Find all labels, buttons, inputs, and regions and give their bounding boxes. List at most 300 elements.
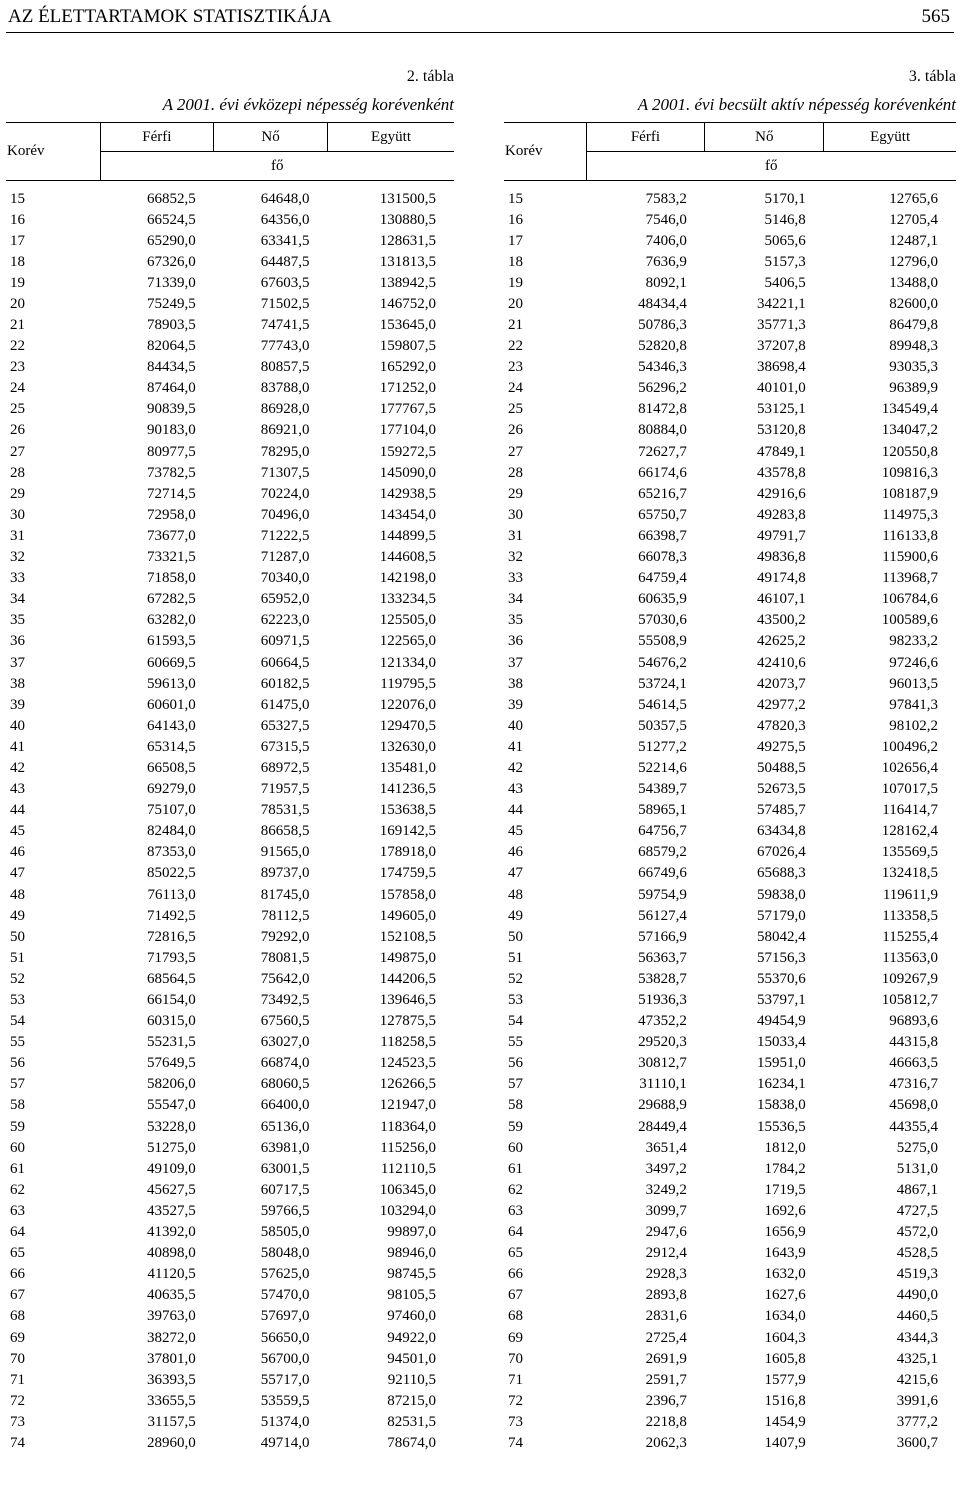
table-row <box>6 989 454 1010</box>
active-population-table <box>504 122 956 1454</box>
cell-age: 35 <box>508 612 523 629</box>
table-row <box>504 1243 956 1264</box>
cell-female: 53797,1 <box>757 992 806 1009</box>
table-row <box>6 314 454 335</box>
cell-male: 56127,4 <box>638 907 687 924</box>
cell-total: 94922,0 <box>387 1329 436 1346</box>
table-row <box>504 1032 956 1053</box>
table-row <box>6 1390 454 1411</box>
cell-female: 56650,0 <box>260 1329 310 1346</box>
cell-total: 146752,0 <box>379 295 436 312</box>
cell-age: 64 <box>508 1224 523 1241</box>
cell-total: 98105,5 <box>387 1287 436 1304</box>
cell-total: 89948,3 <box>889 338 938 355</box>
cell-female: 79292,0 <box>260 928 310 945</box>
cell-male: 41120,5 <box>147 1266 196 1283</box>
cell-female: 1634,0 <box>764 1308 806 1325</box>
cell-male: 66524,5 <box>146 211 196 228</box>
table-row <box>504 336 956 357</box>
cell-age: 18 <box>10 253 25 270</box>
cell-female: 49174,8 <box>757 570 806 587</box>
cell-female: 57697,0 <box>260 1308 310 1325</box>
cell-total: 12705,4 <box>889 211 938 228</box>
cell-age: 63 <box>508 1202 523 1219</box>
cell-total: 141236,5 <box>379 781 436 798</box>
cell-male: 60669,5 <box>146 654 196 671</box>
cell-female: 1454,9 <box>764 1413 806 1430</box>
cell-total: 120550,8 <box>881 443 938 460</box>
cell-female: 65952,0 <box>260 591 310 608</box>
cell-age: 69 <box>10 1329 25 1346</box>
cell-age: 62 <box>10 1181 25 1198</box>
cell-male: 7406,0 <box>645 232 687 249</box>
cell-male: 66154,0 <box>146 992 196 1009</box>
cell-age: 31 <box>10 527 25 544</box>
table-row <box>6 821 454 842</box>
cell-female: 78112,5 <box>261 907 310 924</box>
cell-male: 29520,3 <box>638 1034 687 1051</box>
cell-age: 37 <box>508 654 523 671</box>
cell-age: 54 <box>10 1013 25 1030</box>
cell-age: 58 <box>508 1097 523 1114</box>
cell-age: 58 <box>10 1097 25 1114</box>
cell-age: 36 <box>508 633 523 650</box>
population-table <box>6 122 454 1454</box>
table-row <box>6 673 454 694</box>
table-row <box>6 863 454 884</box>
cell-male: 84434,5 <box>146 359 196 376</box>
cell-age: 64 <box>10 1224 25 1241</box>
table-row <box>6 779 454 800</box>
table-row <box>504 568 956 589</box>
cell-female: 37207,8 <box>757 338 806 355</box>
cell-total: 86479,8 <box>889 317 938 334</box>
cell-female: 49275,5 <box>757 738 806 755</box>
cell-male: 56296,2 <box>638 380 687 397</box>
table-row <box>504 357 956 378</box>
cell-male: 7636,9 <box>645 253 687 270</box>
cell-total: 109816,3 <box>881 464 938 481</box>
cell-male: 73677,0 <box>146 527 196 544</box>
cell-total: 135569,5 <box>881 844 938 861</box>
table-row <box>6 1053 454 1074</box>
cell-age: 39 <box>10 696 25 713</box>
table-row <box>6 610 454 631</box>
cell-female: 56700,0 <box>260 1350 310 1367</box>
cell-total: 122076,0 <box>379 696 436 713</box>
page-header <box>6 4 954 33</box>
table-row <box>504 1264 956 1285</box>
cell-total: 132630,0 <box>379 738 436 755</box>
cell-age: 17 <box>508 232 523 249</box>
table-row <box>504 673 956 694</box>
cell-male: 69279,0 <box>146 781 196 798</box>
cell-age: 42 <box>508 759 523 776</box>
table-row <box>504 230 956 251</box>
col-header-age: Korév <box>504 123 586 181</box>
cell-total: 102656,4 <box>881 759 938 776</box>
cell-female: 71287,0 <box>260 549 310 566</box>
table-row <box>504 293 956 314</box>
cell-male: 49109,0 <box>146 1160 196 1177</box>
table-row <box>6 1095 454 1116</box>
cell-female: 43578,8 <box>757 464 806 481</box>
cell-male: 60315,0 <box>146 1013 196 1030</box>
cell-female: 34221,1 <box>757 295 806 312</box>
cell-male: 53228,0 <box>146 1118 196 1135</box>
cell-male: 67326,0 <box>146 253 196 270</box>
cell-total: 12796,0 <box>889 253 938 270</box>
cell-total: 121947,0 <box>379 1097 436 1114</box>
cell-female: 15033,4 <box>757 1034 806 1051</box>
cell-total: 4325,1 <box>896 1350 938 1367</box>
cell-total: 114975,3 <box>882 506 938 523</box>
cell-male: 3249,2 <box>645 1181 687 1198</box>
cell-age: 70 <box>508 1350 523 1367</box>
cell-female: 63027,0 <box>260 1034 310 1051</box>
cell-age: 22 <box>508 338 523 355</box>
table-number: 2. tábla <box>406 68 454 85</box>
cell-total: 165292,0 <box>379 359 436 376</box>
cell-total: 142198,0 <box>379 570 436 587</box>
cell-total: 174759,5 <box>379 865 436 882</box>
cell-male: 58206,0 <box>146 1076 196 1093</box>
cell-female: 63981,0 <box>260 1139 310 1156</box>
table-row <box>504 378 956 399</box>
cell-female: 52673,5 <box>757 781 806 798</box>
cell-age: 74 <box>508 1434 523 1451</box>
cell-total: 82531,5 <box>387 1413 436 1430</box>
table-row <box>504 483 956 504</box>
cell-age: 53 <box>508 992 523 1009</box>
cell-male: 43527,5 <box>146 1202 196 1219</box>
cell-female: 49836,8 <box>757 549 806 566</box>
cell-male: 55231,5 <box>146 1034 196 1051</box>
table-row <box>504 1369 956 1390</box>
cell-male: 54346,3 <box>638 359 687 376</box>
table-row <box>6 1137 454 1158</box>
table-row <box>504 1179 956 1200</box>
cell-age: 32 <box>10 549 25 566</box>
cell-age: 51 <box>508 949 523 966</box>
cell-total: 3600,7 <box>896 1434 938 1451</box>
cell-male: 59754,9 <box>638 886 687 903</box>
table-panel-2 <box>6 66 454 1454</box>
cell-total: 113968,7 <box>882 570 938 587</box>
table-row <box>504 420 956 441</box>
table-row <box>504 842 956 863</box>
cell-female: 57179,0 <box>757 907 806 924</box>
cell-total: 142938,5 <box>379 485 436 502</box>
table-row <box>6 1222 454 1243</box>
cell-male: 80884,0 <box>638 422 687 439</box>
cell-age: 55 <box>10 1034 25 1051</box>
cell-age: 71 <box>508 1371 523 1388</box>
cell-female: 1577,9 <box>764 1371 806 1388</box>
table-row <box>504 525 956 546</box>
cell-female: 50488,5 <box>757 759 806 776</box>
cell-total: 134047,2 <box>881 422 938 439</box>
cell-total: 98102,2 <box>889 717 938 734</box>
cell-age: 49 <box>508 907 523 924</box>
cell-female: 42410,6 <box>757 654 806 671</box>
table-row <box>504 1053 956 1074</box>
cell-total: 128631,5 <box>379 232 436 249</box>
table-row <box>6 568 454 589</box>
table-row <box>504 610 956 631</box>
cell-male: 40898,0 <box>146 1245 196 1262</box>
table-row <box>6 1200 454 1221</box>
cell-age: 36 <box>10 633 25 650</box>
cell-total: 109267,9 <box>881 970 938 987</box>
cell-male: 57166,9 <box>638 928 687 945</box>
table-row <box>6 884 454 905</box>
cell-total: 96013,5 <box>889 675 938 692</box>
table-row <box>6 1285 454 1306</box>
cell-female: 1632,0 <box>764 1266 806 1283</box>
cell-male: 90183,0 <box>146 422 196 439</box>
cell-total: 116414,7 <box>882 802 938 819</box>
cell-male: 52214,6 <box>638 759 687 776</box>
table-row <box>504 1327 956 1348</box>
cell-age: 60 <box>508 1139 523 1156</box>
cell-total: 47316,7 <box>889 1076 938 1093</box>
cell-age: 25 <box>508 401 523 418</box>
cell-total: 144206,5 <box>379 970 436 987</box>
cell-female: 86928,0 <box>260 401 310 418</box>
table-row <box>504 1348 956 1369</box>
table-row <box>6 1411 454 1432</box>
cell-female: 49454,9 <box>757 1013 806 1030</box>
table-row <box>6 1264 454 1285</box>
cell-age: 45 <box>508 823 523 840</box>
cell-total: 100496,2 <box>881 738 938 755</box>
cell-male: 54614,5 <box>638 696 687 713</box>
cell-female: 59766,5 <box>260 1202 310 1219</box>
table-row <box>6 357 454 378</box>
cell-female: 70340,0 <box>260 570 310 587</box>
cell-male: 3497,2 <box>645 1160 687 1177</box>
cell-male: 71339,0 <box>146 274 196 291</box>
cell-female: 5170,1 <box>764 191 806 207</box>
table-row <box>6 589 454 610</box>
cell-age: 39 <box>508 696 523 713</box>
cell-total: 96389,9 <box>889 380 938 397</box>
cell-male: 8092,1 <box>645 274 687 291</box>
cell-total: 113358,5 <box>882 907 938 924</box>
cell-total: 119795,5 <box>380 675 436 692</box>
cell-female: 73492,5 <box>260 992 310 1009</box>
cell-total: 44315,8 <box>889 1034 938 1051</box>
cell-total: 97246,6 <box>889 654 938 671</box>
cell-total: 145090,0 <box>379 464 436 481</box>
cell-male: 68564,5 <box>146 970 196 987</box>
table-row <box>504 863 956 884</box>
cell-age: 32 <box>508 549 523 566</box>
table-row <box>504 631 956 652</box>
cell-total: 4867,1 <box>896 1181 938 1198</box>
cell-female: 77743,0 <box>260 338 310 355</box>
cell-age: 35 <box>10 612 25 629</box>
cell-male: 39763,0 <box>146 1308 196 1325</box>
table-row <box>504 757 956 778</box>
cell-female: 91565,0 <box>260 844 310 861</box>
col-header-total: Együtt <box>327 123 454 152</box>
col-header-unit: fő <box>586 152 956 181</box>
cell-male: 2831,6 <box>645 1308 687 1325</box>
cell-male: 56363,7 <box>638 949 687 966</box>
cell-age: 71 <box>10 1371 25 1388</box>
cell-age: 20 <box>508 295 523 312</box>
cell-total: 3991,6 <box>896 1392 938 1409</box>
table-title: A 2001. évi évközepi népesség korévenként <box>162 95 454 114</box>
cell-female: 65136,0 <box>260 1118 310 1135</box>
col-header-total: Együtt <box>824 123 956 152</box>
cell-male: 65290,0 <box>146 232 196 249</box>
cell-male: 66174,6 <box>638 464 687 481</box>
cell-total: 4528,5 <box>896 1245 938 1262</box>
cell-male: 64756,7 <box>638 823 687 840</box>
cell-female: 5157,3 <box>764 253 806 270</box>
cell-male: 75249,5 <box>146 295 196 312</box>
cell-female: 60717,5 <box>260 1181 310 1198</box>
cell-female: 71502,5 <box>260 295 310 312</box>
cell-age: 74 <box>10 1434 25 1451</box>
cell-male: 85022,5 <box>146 865 196 882</box>
cell-male: 2912,4 <box>645 1245 687 1262</box>
cell-female: 89737,0 <box>260 865 310 882</box>
cell-female: 59838,0 <box>757 886 806 903</box>
cell-total: 131813,5 <box>379 253 436 270</box>
table-row <box>504 1306 956 1327</box>
cell-female: 71222,5 <box>260 527 310 544</box>
table-number: 3. tábla <box>908 68 956 85</box>
cell-total: 169142,5 <box>379 823 436 840</box>
cell-female: 1407,9 <box>764 1434 806 1451</box>
cell-age: 30 <box>508 506 523 523</box>
cell-age: 22 <box>10 338 25 355</box>
cell-female: 64648,0 <box>260 191 310 207</box>
cell-female: 16234,1 <box>757 1076 806 1093</box>
cell-total: 138942,5 <box>379 274 436 291</box>
cell-age: 51 <box>10 949 25 966</box>
cell-age: 21 <box>10 317 25 334</box>
cell-age: 44 <box>10 802 25 819</box>
cell-age: 73 <box>508 1413 523 1430</box>
cell-age: 23 <box>508 359 523 376</box>
cell-age: 41 <box>10 738 25 755</box>
cell-total: 106784,6 <box>881 591 938 608</box>
cell-male: 55508,9 <box>638 633 687 650</box>
cell-male: 64143,0 <box>146 717 196 734</box>
cell-male: 54389,7 <box>638 781 687 798</box>
table-row <box>6 209 454 230</box>
cell-total: 4727,5 <box>896 1202 938 1219</box>
cell-total: 131500,5 <box>379 191 436 207</box>
cell-male: 71858,0 <box>146 570 196 587</box>
cell-female: 67560,5 <box>260 1013 310 1030</box>
cell-female: 66874,0 <box>260 1055 310 1072</box>
cell-age: 46 <box>10 844 25 861</box>
cell-total: 5131,0 <box>896 1160 938 1177</box>
cell-age: 69 <box>508 1329 523 1346</box>
cell-total: 159807,5 <box>379 338 436 355</box>
table-row <box>504 694 956 715</box>
table-row <box>504 1116 956 1137</box>
cell-age: 16 <box>508 211 523 228</box>
cell-age: 26 <box>508 422 523 439</box>
cell-total: 118364,0 <box>380 1118 436 1135</box>
cell-male: 57649,5 <box>146 1055 196 1072</box>
cell-age: 44 <box>508 802 523 819</box>
cell-male: 59613,0 <box>146 675 196 692</box>
cell-total: 13488,0 <box>889 274 938 291</box>
cell-total: 116133,8 <box>882 527 938 544</box>
cell-male: 36393,5 <box>146 1371 196 1388</box>
cell-male: 2928,3 <box>645 1266 687 1283</box>
cell-female: 67603,5 <box>260 274 310 291</box>
cell-male: 3651,4 <box>645 1139 687 1156</box>
table-row <box>504 441 956 462</box>
cell-female: 60182,5 <box>260 675 310 692</box>
cell-female: 62223,0 <box>260 612 310 629</box>
cell-female: 57470,0 <box>260 1287 310 1304</box>
cell-female: 64356,0 <box>260 211 310 228</box>
cell-female: 49714,0 <box>260 1434 310 1451</box>
cell-age: 70 <box>10 1350 25 1367</box>
table-row <box>504 1074 956 1095</box>
cell-female: 75642,0 <box>260 970 310 987</box>
table-row <box>504 209 956 230</box>
table-row <box>6 1327 454 1348</box>
cell-age: 59 <box>508 1118 523 1135</box>
cell-age: 47 <box>10 865 25 882</box>
cell-male: 72816,5 <box>146 928 196 945</box>
cell-female: 1719,5 <box>764 1181 806 1198</box>
cell-total: 128162,4 <box>881 823 938 840</box>
cell-age: 15 <box>508 191 523 207</box>
cell-age: 24 <box>508 380 523 397</box>
col-header-male: Férfi <box>100 123 214 152</box>
cell-total: 130880,5 <box>379 211 436 228</box>
cell-female: 46107,1 <box>757 591 806 608</box>
cell-age: 67 <box>10 1287 25 1304</box>
cell-male: 78903,5 <box>146 317 196 334</box>
cell-male: 58965,1 <box>638 802 687 819</box>
table-row <box>6 483 454 504</box>
cell-total: 118258,5 <box>380 1034 436 1051</box>
cell-total: 144608,5 <box>379 549 436 566</box>
cell-age: 19 <box>508 274 523 291</box>
table-row <box>6 1243 454 1264</box>
table-body <box>6 181 454 1454</box>
table-row <box>6 1348 454 1369</box>
table-row <box>504 821 956 842</box>
cell-female: 5065,6 <box>764 232 806 249</box>
cell-male: 45627,5 <box>146 1181 196 1198</box>
cell-age: 66 <box>508 1266 523 1283</box>
cell-female: 63001,5 <box>260 1160 310 1177</box>
cell-age: 68 <box>10 1308 25 1325</box>
cell-female: 42625,2 <box>757 633 806 650</box>
cell-total: 99897,0 <box>387 1224 436 1241</box>
table-row <box>504 800 956 821</box>
cell-total: 12765,6 <box>889 191 938 207</box>
table-row <box>6 715 454 736</box>
cell-age: 68 <box>508 1308 523 1325</box>
cell-age: 49 <box>10 907 25 924</box>
table-row <box>6 525 454 546</box>
